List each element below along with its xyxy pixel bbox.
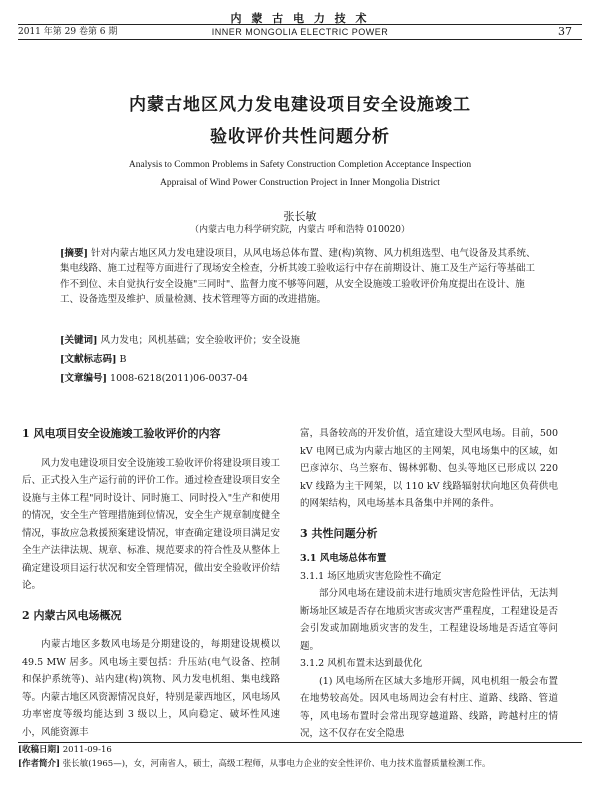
keywords-label: [关键词] <box>60 335 98 346</box>
received-label: [收稿日期] <box>18 745 61 755</box>
title-cn-line1: 内蒙古地区风力发电建设项目安全设施竣工 <box>129 95 471 115</box>
abstract-label: [摘要] <box>60 248 88 259</box>
section-3-1-2-heading: 3.1.2 风机布置未达到最优化 <box>300 658 423 669</box>
section-2-paragraph: 内蒙古地区多数风电场是分期建设的，每期建设规模以 49.5 MW 居多。风电场主要包括：升压站(电气设备、控制和保护系统等)、站内建(构)筑物、风力发电机组、集电线路等。内蒙古地区风资源情况良好，特别是蒙西地区，风电场风功率密度等级均能达到 3 级以上，风向稳定、破坏性风速小，风能资源丰 <box>22 639 280 738</box>
journal-en: INNER MONGOLIA ELECTRIC POWER <box>211 27 389 37</box>
left-column <box>22 425 280 741</box>
abstract-text: 针对内蒙古地区风力发电建设项目，从风电场总体布置、建(构)筑物、风力机组选型、电气设备及其系统、集电线路、施工过程等方面进行了现场安全检查，分析其竣工验收运行中存在前期设计、施工及生产运行等基础工作不到位、未自觉执行安全设施"三同时"、监督力度不够等问题，从安全设施竣工验收评价角度提出在设计、施工、设备选型及维护、质量检测、技术管理等方面的改进措施。 <box>60 248 536 305</box>
journal-title: 内 蒙 古 电 力 技 术 <box>230 12 370 25</box>
abstract <box>60 246 540 307</box>
issue-info: 2011 年第 29 卷第 6 期 <box>18 27 118 37</box>
author-affiliation: （内蒙古电力科学研究院，内蒙古 呼和浩特 010020） <box>189 225 411 235</box>
clc-value: B <box>119 354 127 365</box>
section-1-paragraph: 风力发电建设项目安全设施竣工验收评价将建设项目竣工后、正式投入生产运行前的评价工作。通过检查建设项目安全设施与主体工程"同时设计、同时施工、同时投入"生产和使用的情况，安全生产管理措施到位情况，安全生产规章制度健全情况，事故应急救援预案建设情况，审查确定建设项目满足安全生产法律法规、规章、标准、规范要求的符合性及从整体上确定建设项目运行状况和安全管理情况，做出安全验收评价结论。 <box>22 457 280 591</box>
title-cn-line2: 验收评价共性问题分析 <box>210 127 390 147</box>
author-bio-label: [作者简介] <box>18 759 61 769</box>
author-bio-text: 张长敏(1965—)，女，河南省人，硕士，高级工程师，从事电力企业的安全性评价、电力技术监督质量检测工作。 <box>62 759 491 769</box>
clc-code <box>60 351 127 365</box>
author-bio <box>18 757 582 771</box>
title-en-line1: Analysis to Common Problems in Safety Construction Completion Acceptance Inspection <box>128 160 472 170</box>
section-3-heading: 3 共性问题分析 <box>300 526 378 540</box>
section-3-1-heading: 3.1 风电场总体布置 <box>300 553 387 564</box>
section-1-heading: 1 风电项目安全设施竣工验收评价的内容 <box>22 427 221 440</box>
section-2-continued: 富，具备较高的开发价值，适宜建设大型风电场。目前，500 kV 电网已成为内蒙古地区的主网架，风电场集中的区域，如巴彦淖尔、乌兰察布、锡林郭勒、包头等地区已形成以 220 kV 线路为主干网架，以 110 kV 线路辐射状向地区负荷供电的网架结构，风电场基本具备集中并网的条件。 <box>300 428 558 509</box>
article-label: [文章编号] <box>60 373 107 384</box>
right-column <box>300 425 558 743</box>
keywords-text: 风力发电；风机基础；安全验收评价；安全设施 <box>100 335 301 346</box>
clc-label: [文献标志码] <box>60 354 117 365</box>
section-3-1-1-paragraph: 部分风电场在建设前未进行地质灾害危险性评估，无法判断场址区域是否存在地质灾害或灾害严重程度，工程建设是否会引发或加剧地质灾害的发生，工程建设场地是否适宜等问题。 <box>300 588 558 652</box>
section-2-heading: 2 内蒙古风电场概况 <box>22 608 122 622</box>
title-en-line2: Appraisal of Wind Power Construction Project in Inner Mongolia District <box>160 178 440 188</box>
footnote <box>18 742 582 771</box>
header-bar <box>18 24 582 40</box>
received-value: 2011-09-16 <box>62 745 112 755</box>
page-number: 37 <box>558 25 572 38</box>
article-number <box>60 370 248 384</box>
received-date <box>18 743 582 757</box>
keywords <box>60 332 300 346</box>
author-name: 张长敏 <box>283 210 317 223</box>
article-value: 1008-6218(2011)06-0037-04 <box>110 373 248 384</box>
section-3-1-2-paragraph: (1) 风电场所在区域大多地形开阔，风电机组一般会布置在地势较高处。因风电场周边会有村庄、道路、线路、管道等，风电场布置时会常出现穿越道路、线路，跨越村庄的情况，这不仅存在安全隐患 <box>300 675 558 739</box>
section-3-1-1-heading: 3.1.1 场区地质灾害危险性不确定 <box>300 570 442 582</box>
